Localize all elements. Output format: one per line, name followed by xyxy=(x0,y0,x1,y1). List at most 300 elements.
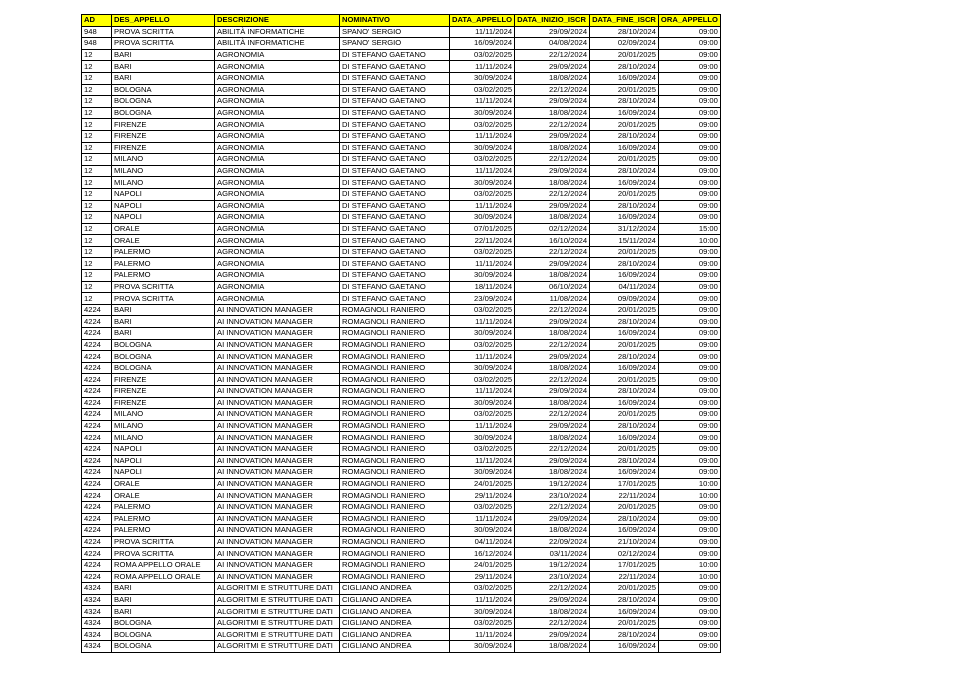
cell-data-fine-iscr: 16/09/2024 xyxy=(590,432,659,444)
table-row xyxy=(82,386,721,398)
cell-des-appello: PALERMO xyxy=(112,270,215,282)
cell-nominativo: ROMAGNOLI RANIERO xyxy=(340,409,450,421)
cell-data-inizio-iscr: 03/11/2024 xyxy=(515,548,590,560)
cell-data-inizio-iscr: 29/09/2024 xyxy=(515,594,590,606)
cell-data-inizio-iscr: 02/12/2024 xyxy=(515,223,590,235)
table-row xyxy=(82,281,721,293)
cell-data-fine-iscr: 02/09/2024 xyxy=(590,38,659,50)
cell-ad: 4224 xyxy=(82,339,112,351)
cell-data-inizio-iscr: 18/08/2024 xyxy=(515,641,590,653)
cell-data-appello: 03/02/2025 xyxy=(450,374,515,386)
cell-data-inizio-iscr: 16/10/2024 xyxy=(515,235,590,247)
cell-nominativo: SPANO' SERGIO xyxy=(340,26,450,38)
cell-data-appello: 03/02/2025 xyxy=(450,84,515,96)
table-row xyxy=(82,200,721,212)
cell-data-appello: 11/11/2024 xyxy=(450,351,515,363)
cell-data-appello: 11/11/2024 xyxy=(450,420,515,432)
cell-data-inizio-iscr: 18/08/2024 xyxy=(515,397,590,409)
cell-ora-appello: 10:00 xyxy=(658,490,720,502)
cell-descrizione: AI INNOVATION MANAGER xyxy=(215,559,340,571)
cell-data-appello: 30/09/2024 xyxy=(450,270,515,282)
cell-data-fine-iscr: 16/09/2024 xyxy=(590,142,659,154)
header-data-fine-iscr: DATA_FINE_ISCR xyxy=(590,15,659,27)
cell-descrizione: AGRONOMIA xyxy=(215,270,340,282)
cell-data-fine-iscr: 16/09/2024 xyxy=(590,212,659,224)
cell-ora-appello: 09:00 xyxy=(658,84,720,96)
cell-data-appello: 11/11/2024 xyxy=(450,200,515,212)
cell-data-fine-iscr: 28/10/2024 xyxy=(590,420,659,432)
cell-data-fine-iscr: 28/10/2024 xyxy=(590,96,659,108)
cell-descrizione: AI INNOVATION MANAGER xyxy=(215,374,340,386)
cell-data-inizio-iscr: 29/09/2024 xyxy=(515,629,590,641)
cell-data-inizio-iscr: 22/12/2024 xyxy=(515,443,590,455)
cell-ad: 12 xyxy=(82,142,112,154)
cell-data-appello: 11/11/2024 xyxy=(450,386,515,398)
cell-data-inizio-iscr: 22/12/2024 xyxy=(515,246,590,258)
cell-nominativo: DI STEFANO GAETANO xyxy=(340,270,450,282)
cell-descrizione: AGRONOMIA xyxy=(215,177,340,189)
header-ad: AD xyxy=(82,15,112,27)
table-row xyxy=(82,165,721,177)
cell-des-appello: ORALE xyxy=(112,223,215,235)
table-row xyxy=(82,304,721,316)
cell-descrizione: AGRONOMIA xyxy=(215,200,340,212)
cell-data-inizio-iscr: 18/08/2024 xyxy=(515,270,590,282)
cell-data-appello: 11/11/2024 xyxy=(450,455,515,467)
cell-data-appello: 30/09/2024 xyxy=(450,397,515,409)
cell-ad: 4224 xyxy=(82,571,112,583)
cell-ad: 4224 xyxy=(82,409,112,421)
cell-data-inizio-iscr: 19/12/2024 xyxy=(515,478,590,490)
cell-data-appello: 11/11/2024 xyxy=(450,61,515,73)
cell-ora-appello: 09:00 xyxy=(658,536,720,548)
cell-nominativo: ROMAGNOLI RANIERO xyxy=(340,443,450,455)
cell-ora-appello: 09:00 xyxy=(658,316,720,328)
cell-descrizione: AGRONOMIA xyxy=(215,258,340,270)
cell-nominativo: DI STEFANO GAETANO xyxy=(340,212,450,224)
cell-data-inizio-iscr: 29/09/2024 xyxy=(515,316,590,328)
cell-des-appello: NAPOLI xyxy=(112,455,215,467)
cell-ad: 4224 xyxy=(82,304,112,316)
table-row xyxy=(82,328,721,340)
cell-data-appello: 03/02/2025 xyxy=(450,246,515,258)
cell-ad: 948 xyxy=(82,26,112,38)
cell-descrizione: AGRONOMIA xyxy=(215,119,340,131)
cell-ora-appello: 10:00 xyxy=(658,559,720,571)
cell-des-appello: BOLOGNA xyxy=(112,107,215,119)
cell-des-appello: PALERMO xyxy=(112,246,215,258)
cell-data-appello: 30/09/2024 xyxy=(450,606,515,618)
table-row xyxy=(82,571,721,583)
cell-data-fine-iscr: 16/09/2024 xyxy=(590,525,659,537)
cell-ad: 12 xyxy=(82,293,112,305)
table-row xyxy=(82,223,721,235)
cell-ora-appello: 09:00 xyxy=(658,397,720,409)
cell-descrizione: AI INNOVATION MANAGER xyxy=(215,304,340,316)
cell-data-appello: 03/02/2025 xyxy=(450,339,515,351)
cell-descrizione: AGRONOMIA xyxy=(215,84,340,96)
cell-ora-appello: 09:00 xyxy=(658,386,720,398)
cell-ad: 4324 xyxy=(82,606,112,618)
cell-descrizione: AI INNOVATION MANAGER xyxy=(215,490,340,502)
cell-des-appello: BARI xyxy=(112,594,215,606)
cell-descrizione: AI INNOVATION MANAGER xyxy=(215,409,340,421)
cell-ad: 4324 xyxy=(82,594,112,606)
cell-data-inizio-iscr: 19/12/2024 xyxy=(515,559,590,571)
cell-descrizione: AGRONOMIA xyxy=(215,130,340,142)
cell-nominativo: DI STEFANO GAETANO xyxy=(340,72,450,84)
cell-data-fine-iscr: 16/09/2024 xyxy=(590,362,659,374)
cell-ad: 12 xyxy=(82,235,112,247)
cell-ad: 4224 xyxy=(82,525,112,537)
cell-ora-appello: 09:00 xyxy=(658,154,720,166)
cell-descrizione: AGRONOMIA xyxy=(215,142,340,154)
cell-data-appello: 07/01/2025 xyxy=(450,223,515,235)
cell-ad: 12 xyxy=(82,107,112,119)
cell-nominativo: ROMAGNOLI RANIERO xyxy=(340,339,450,351)
cell-nominativo: ROMAGNOLI RANIERO xyxy=(340,397,450,409)
table-row xyxy=(82,362,721,374)
cell-descrizione: AGRONOMIA xyxy=(215,72,340,84)
cell-data-fine-iscr: 20/01/2025 xyxy=(590,246,659,258)
cell-nominativo: DI STEFANO GAETANO xyxy=(340,61,450,73)
cell-des-appello: MILANO xyxy=(112,420,215,432)
cell-des-appello: BOLOGNA xyxy=(112,641,215,653)
cell-descrizione: ALGORITMI E STRUTTURE DATI xyxy=(215,594,340,606)
cell-ora-appello: 09:00 xyxy=(658,61,720,73)
cell-ora-appello: 09:00 xyxy=(658,212,720,224)
cell-des-appello: FIRENZE xyxy=(112,374,215,386)
cell-data-fine-iscr: 17/01/2025 xyxy=(590,559,659,571)
cell-data-inizio-iscr: 18/08/2024 xyxy=(515,362,590,374)
cell-ad: 12 xyxy=(82,200,112,212)
cell-data-fine-iscr: 16/09/2024 xyxy=(590,397,659,409)
cell-data-inizio-iscr: 22/12/2024 xyxy=(515,583,590,595)
table-row xyxy=(82,443,721,455)
cell-data-appello: 30/09/2024 xyxy=(450,362,515,374)
cell-ora-appello: 09:00 xyxy=(658,351,720,363)
cell-data-inizio-iscr: 29/09/2024 xyxy=(515,165,590,177)
cell-ad: 4224 xyxy=(82,351,112,363)
cell-ad: 12 xyxy=(82,130,112,142)
cell-data-inizio-iscr: 29/09/2024 xyxy=(515,351,590,363)
cell-ad: 12 xyxy=(82,212,112,224)
cell-data-inizio-iscr: 22/12/2024 xyxy=(515,617,590,629)
table-row xyxy=(82,107,721,119)
cell-data-appello: 30/09/2024 xyxy=(450,432,515,444)
table-row xyxy=(82,96,721,108)
table-row xyxy=(82,49,721,61)
header-ora-appello: ORA_APPELLO xyxy=(658,15,720,27)
cell-data-fine-iscr: 22/11/2024 xyxy=(590,490,659,502)
cell-ad: 4324 xyxy=(82,641,112,653)
cell-des-appello: MILANO xyxy=(112,177,215,189)
cell-nominativo: DI STEFANO GAETANO xyxy=(340,84,450,96)
cell-nominativo: ROMAGNOLI RANIERO xyxy=(340,548,450,560)
cell-data-inizio-iscr: 29/09/2024 xyxy=(515,420,590,432)
exam-schedule-table xyxy=(81,14,721,653)
cell-data-inizio-iscr: 06/10/2024 xyxy=(515,281,590,293)
cell-nominativo: CIGLIANO ANDREA xyxy=(340,641,450,653)
cell-ad: 12 xyxy=(82,61,112,73)
cell-descrizione: AI INNOVATION MANAGER xyxy=(215,571,340,583)
cell-ad: 4324 xyxy=(82,629,112,641)
cell-ad: 4224 xyxy=(82,443,112,455)
cell-nominativo: CIGLIANO ANDREA xyxy=(340,606,450,618)
cell-data-appello: 30/09/2024 xyxy=(450,72,515,84)
table-row xyxy=(82,513,721,525)
table-row xyxy=(82,235,721,247)
cell-des-appello: BARI xyxy=(112,316,215,328)
cell-data-appello: 03/02/2025 xyxy=(450,154,515,166)
cell-data-inizio-iscr: 29/09/2024 xyxy=(515,200,590,212)
cell-des-appello: PROVA SCRITTA xyxy=(112,26,215,38)
cell-data-appello: 24/01/2025 xyxy=(450,559,515,571)
cell-descrizione: AI INNOVATION MANAGER xyxy=(215,432,340,444)
cell-nominativo: ROMAGNOLI RANIERO xyxy=(340,420,450,432)
cell-ad: 4224 xyxy=(82,432,112,444)
cell-data-inizio-iscr: 18/08/2024 xyxy=(515,525,590,537)
cell-data-inizio-iscr: 29/09/2024 xyxy=(515,96,590,108)
cell-nominativo: DI STEFANO GAETANO xyxy=(340,223,450,235)
cell-ora-appello: 09:00 xyxy=(658,594,720,606)
table-row xyxy=(82,409,721,421)
cell-ad: 4224 xyxy=(82,501,112,513)
cell-data-fine-iscr: 28/10/2024 xyxy=(590,61,659,73)
table-row xyxy=(82,339,721,351)
cell-descrizione: ALGORITMI E STRUTTURE DATI xyxy=(215,629,340,641)
cell-data-fine-iscr: 16/09/2024 xyxy=(590,270,659,282)
cell-nominativo: DI STEFANO GAETANO xyxy=(340,130,450,142)
cell-ad: 12 xyxy=(82,84,112,96)
cell-des-appello: MILANO xyxy=(112,432,215,444)
cell-des-appello: NAPOLI xyxy=(112,188,215,200)
table-row xyxy=(82,177,721,189)
cell-ad: 4224 xyxy=(82,478,112,490)
cell-des-appello: PROVA SCRITTA xyxy=(112,548,215,560)
cell-ora-appello: 09:00 xyxy=(658,96,720,108)
cell-data-appello: 11/11/2024 xyxy=(450,26,515,38)
cell-ad: 12 xyxy=(82,119,112,131)
cell-des-appello: BARI xyxy=(112,328,215,340)
cell-nominativo: ROMAGNOLI RANIERO xyxy=(340,432,450,444)
cell-data-fine-iscr: 28/10/2024 xyxy=(590,594,659,606)
cell-ora-appello: 09:00 xyxy=(658,617,720,629)
cell-data-fine-iscr: 28/10/2024 xyxy=(590,629,659,641)
cell-data-inizio-iscr: 22/12/2024 xyxy=(515,339,590,351)
cell-data-appello: 30/09/2024 xyxy=(450,525,515,537)
cell-data-fine-iscr: 20/01/2025 xyxy=(590,583,659,595)
table-row xyxy=(82,490,721,502)
cell-ora-appello: 09:00 xyxy=(658,362,720,374)
cell-nominativo: DI STEFANO GAETANO xyxy=(340,119,450,131)
cell-nominativo: DI STEFANO GAETANO xyxy=(340,107,450,119)
cell-des-appello: ROMA APPELLO ORALE xyxy=(112,559,215,571)
cell-des-appello: BARI xyxy=(112,61,215,73)
cell-des-appello: PALERMO xyxy=(112,513,215,525)
cell-data-fine-iscr: 20/01/2025 xyxy=(590,119,659,131)
cell-data-appello: 11/11/2024 xyxy=(450,165,515,177)
table-row xyxy=(82,420,721,432)
cell-data-appello: 03/02/2025 xyxy=(450,49,515,61)
cell-nominativo: CIGLIANO ANDREA xyxy=(340,629,450,641)
cell-descrizione: AI INNOVATION MANAGER xyxy=(215,478,340,490)
table-row xyxy=(82,374,721,386)
cell-ora-appello: 09:00 xyxy=(658,409,720,421)
cell-data-appello: 30/09/2024 xyxy=(450,467,515,479)
cell-ora-appello: 09:00 xyxy=(658,38,720,50)
cell-ora-appello: 09:00 xyxy=(658,281,720,293)
table-row xyxy=(82,617,721,629)
header-data-appello: DATA_APPELLO xyxy=(450,15,515,27)
cell-nominativo: DI STEFANO GAETANO xyxy=(340,293,450,305)
cell-ad: 12 xyxy=(82,223,112,235)
cell-descrizione: AI INNOVATION MANAGER xyxy=(215,548,340,560)
table-row xyxy=(82,72,721,84)
cell-ad: 4224 xyxy=(82,536,112,548)
cell-nominativo: ROMAGNOLI RANIERO xyxy=(340,513,450,525)
cell-data-fine-iscr: 17/01/2025 xyxy=(590,478,659,490)
cell-data-fine-iscr: 20/01/2025 xyxy=(590,49,659,61)
header-row xyxy=(82,15,721,27)
table-row xyxy=(82,119,721,131)
cell-nominativo: ROMAGNOLI RANIERO xyxy=(340,328,450,340)
cell-data-appello: 11/11/2024 xyxy=(450,130,515,142)
cell-data-inizio-iscr: 29/09/2024 xyxy=(515,258,590,270)
cell-descrizione: AGRONOMIA xyxy=(215,96,340,108)
cell-ad: 4224 xyxy=(82,420,112,432)
cell-data-fine-iscr: 28/10/2024 xyxy=(590,386,659,398)
cell-data-appello: 03/02/2025 xyxy=(450,119,515,131)
cell-ora-appello: 09:00 xyxy=(658,339,720,351)
cell-data-inizio-iscr: 22/09/2024 xyxy=(515,536,590,548)
cell-data-appello: 11/11/2024 xyxy=(450,316,515,328)
cell-ora-appello: 10:00 xyxy=(658,235,720,247)
table-row xyxy=(82,38,721,50)
table-row xyxy=(82,594,721,606)
cell-ad: 12 xyxy=(82,188,112,200)
cell-ad: 4224 xyxy=(82,316,112,328)
cell-descrizione: AGRONOMIA xyxy=(215,188,340,200)
cell-descrizione: AI INNOVATION MANAGER xyxy=(215,420,340,432)
cell-ora-appello: 09:00 xyxy=(658,420,720,432)
cell-data-fine-iscr: 31/12/2024 xyxy=(590,223,659,235)
cell-data-fine-iscr: 16/09/2024 xyxy=(590,177,659,189)
table-row xyxy=(82,26,721,38)
cell-data-appello: 16/12/2024 xyxy=(450,548,515,560)
cell-data-inizio-iscr: 22/12/2024 xyxy=(515,188,590,200)
cell-des-appello: FIRENZE xyxy=(112,130,215,142)
cell-des-appello: BOLOGNA xyxy=(112,339,215,351)
cell-nominativo: DI STEFANO GAETANO xyxy=(340,258,450,270)
cell-data-appello: 30/09/2024 xyxy=(450,142,515,154)
cell-descrizione: AI INNOVATION MANAGER xyxy=(215,397,340,409)
cell-ad: 4224 xyxy=(82,548,112,560)
cell-data-appello: 03/02/2025 xyxy=(450,501,515,513)
cell-ora-appello: 09:00 xyxy=(658,467,720,479)
cell-ora-appello: 09:00 xyxy=(658,246,720,258)
table-row xyxy=(82,432,721,444)
cell-ora-appello: 10:00 xyxy=(658,571,720,583)
cell-des-appello: FIRENZE xyxy=(112,397,215,409)
cell-descrizione: AGRONOMIA xyxy=(215,235,340,247)
cell-ad: 4224 xyxy=(82,328,112,340)
cell-nominativo: DI STEFANO GAETANO xyxy=(340,246,450,258)
cell-nominativo: SPANO' SERGIO xyxy=(340,38,450,50)
cell-data-inizio-iscr: 22/12/2024 xyxy=(515,154,590,166)
cell-ora-appello: 09:00 xyxy=(658,72,720,84)
cell-data-inizio-iscr: 29/09/2024 xyxy=(515,130,590,142)
cell-data-inizio-iscr: 23/10/2024 xyxy=(515,490,590,502)
cell-ad: 4224 xyxy=(82,513,112,525)
cell-descrizione: AI INNOVATION MANAGER xyxy=(215,525,340,537)
cell-data-appello: 22/11/2024 xyxy=(450,235,515,247)
cell-ora-appello: 09:00 xyxy=(658,501,720,513)
table-row xyxy=(82,525,721,537)
cell-des-appello: PROVA SCRITTA xyxy=(112,281,215,293)
cell-ad: 4224 xyxy=(82,467,112,479)
cell-descrizione: ALGORITMI E STRUTTURE DATI xyxy=(215,583,340,595)
cell-des-appello: BARI xyxy=(112,49,215,61)
cell-data-inizio-iscr: 18/08/2024 xyxy=(515,328,590,340)
table-row xyxy=(82,559,721,571)
cell-des-appello: MILANO xyxy=(112,165,215,177)
cell-data-fine-iscr: 20/01/2025 xyxy=(590,443,659,455)
cell-des-appello: ROMA APPELLO ORALE xyxy=(112,571,215,583)
table-row xyxy=(82,130,721,142)
cell-ora-appello: 09:00 xyxy=(658,374,720,386)
cell-data-fine-iscr: 20/01/2025 xyxy=(590,339,659,351)
table-row xyxy=(82,455,721,467)
cell-data-inizio-iscr: 11/08/2024 xyxy=(515,293,590,305)
cell-nominativo: ROMAGNOLI RANIERO xyxy=(340,362,450,374)
cell-des-appello: BOLOGNA xyxy=(112,617,215,629)
cell-ora-appello: 09:00 xyxy=(658,258,720,270)
cell-data-appello: 11/11/2024 xyxy=(450,594,515,606)
cell-ora-appello: 09:00 xyxy=(658,270,720,282)
header-descrizione: DESCRIZIONE xyxy=(215,15,340,27)
cell-data-fine-iscr: 20/01/2025 xyxy=(590,501,659,513)
cell-ad: 12 xyxy=(82,177,112,189)
cell-nominativo: ROMAGNOLI RANIERO xyxy=(340,386,450,398)
cell-ora-appello: 09:00 xyxy=(658,107,720,119)
cell-ad: 4324 xyxy=(82,617,112,629)
cell-des-appello: BARI xyxy=(112,304,215,316)
cell-data-fine-iscr: 20/01/2025 xyxy=(590,84,659,96)
table-row xyxy=(82,478,721,490)
cell-data-appello: 24/01/2025 xyxy=(450,478,515,490)
cell-data-fine-iscr: 20/01/2025 xyxy=(590,188,659,200)
cell-ora-appello: 09:00 xyxy=(658,443,720,455)
cell-nominativo: ROMAGNOLI RANIERO xyxy=(340,478,450,490)
cell-ora-appello: 09:00 xyxy=(658,629,720,641)
cell-descrizione: ALGORITMI E STRUTTURE DATI xyxy=(215,641,340,653)
cell-data-appello: 03/02/2025 xyxy=(450,583,515,595)
cell-data-inizio-iscr: 18/08/2024 xyxy=(515,467,590,479)
cell-descrizione: AGRONOMIA xyxy=(215,223,340,235)
cell-data-inizio-iscr: 18/08/2024 xyxy=(515,432,590,444)
cell-des-appello: FIRENZE xyxy=(112,119,215,131)
cell-ora-appello: 09:00 xyxy=(658,49,720,61)
cell-des-appello: BOLOGNA xyxy=(112,96,215,108)
table-row xyxy=(82,154,721,166)
cell-data-appello: 30/09/2024 xyxy=(450,641,515,653)
table-row xyxy=(82,351,721,363)
cell-ad: 4224 xyxy=(82,374,112,386)
cell-ora-appello: 09:00 xyxy=(658,119,720,131)
cell-ora-appello: 09:00 xyxy=(658,583,720,595)
cell-ora-appello: 09:00 xyxy=(658,432,720,444)
